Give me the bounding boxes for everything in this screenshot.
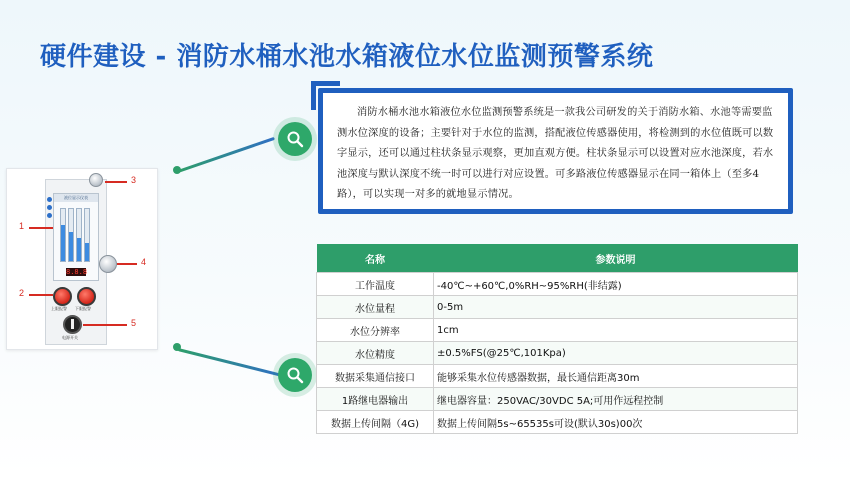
power-switch [63, 315, 82, 334]
table-row [317, 365, 798, 388]
search-icon [278, 358, 312, 392]
table-row [317, 296, 798, 319]
row-name: 水位量程 [317, 296, 434, 319]
level-bar-3 [76, 208, 82, 262]
indicator-led [47, 213, 52, 218]
table-row [317, 342, 798, 365]
indicator-led [47, 205, 52, 210]
level-bar-fill [77, 238, 81, 261]
button-label-lower: 下限报警 [75, 306, 91, 311]
level-bar-4 [84, 208, 90, 262]
callout-4: 4 [141, 257, 147, 267]
callout-arrow [117, 263, 137, 265]
connector-end-top [173, 166, 181, 174]
search-icon [278, 122, 312, 156]
row-name: 数据上传间隔（4G) [317, 411, 434, 434]
top-knob [89, 173, 103, 187]
callout-arrow [29, 227, 53, 229]
row-name: 水位精度 [317, 342, 434, 365]
button-label-upper: 上限报警 [51, 306, 67, 311]
level-bar-fill [69, 232, 73, 261]
alarm-button-lower [77, 287, 96, 306]
alarm-button-upper [53, 287, 72, 306]
row-value: ±0.5%FS(@25℃,101Kpa) [434, 342, 798, 365]
table-row [317, 388, 798, 411]
digital-readout: 8.8.8 [66, 268, 88, 276]
indicator-led [47, 197, 52, 202]
row-value: 1cm [434, 319, 798, 342]
description-box [318, 88, 793, 214]
callout-arrow [83, 324, 127, 326]
row-name: 1路继电器输出 [317, 388, 434, 411]
header-name: 名称 [317, 244, 434, 273]
row-name: 工作温度 [317, 273, 434, 296]
row-value: 数据上传间隔5s~65535s可设(默认30s)00次 [434, 411, 798, 434]
callout-5: 5 [131, 318, 137, 328]
callout-arrow [29, 294, 53, 296]
description-text: 消防水桶水池水箱液位水位监测预警系统是一款我公司研发的关于消防水箱、水池等需要监测水位深度的设备；主要针对于水位的监测，搭配液位传感器使用，将检测到的水位值既可以数字显示，还可以通过柱状条显示观察，更加直观方便。柱状条显示可以设置对应水池深度，若水池深度与默认深度不统一时可以进行对应设置。可多路液位传感器显示在同一箱体上（至多4路），可以实现一对多的就地显示情况。 [337, 107, 774, 200]
connector-end-bottom [173, 343, 181, 351]
device-photo [6, 168, 158, 350]
callout-2: 2 [19, 288, 25, 298]
callout-1: 1 [19, 221, 25, 231]
connector-line-top [178, 137, 275, 173]
row-name: 水位分辨率 [317, 319, 434, 342]
lcd-display [53, 193, 99, 281]
level-bar-fill [85, 243, 89, 261]
callout-arrow [105, 181, 127, 183]
side-knob [99, 255, 117, 273]
lcd-header: 液位显示仪表 [54, 194, 98, 202]
switch-label: 电源开关 [62, 335, 78, 340]
callout-3: 3 [131, 175, 137, 185]
row-name: 数据采集通信接口 [317, 365, 434, 388]
level-bar-1 [60, 208, 66, 262]
page-title: 硬件建设 - 消防水桶水池水箱液位水位监测预警系统 [40, 42, 654, 72]
level-bar-fill [61, 225, 65, 261]
table-header-row [317, 244, 798, 273]
spec-table [316, 244, 798, 434]
table-row [317, 319, 798, 342]
row-value: 能够采集水位传感器数据，最长通信距离30m [434, 365, 798, 388]
row-value: 继电器容量：250VAC/30VDC 5A;可用作远程控制 [434, 388, 798, 411]
level-bar-2 [68, 208, 74, 262]
header-param: 参数说明 [434, 244, 798, 273]
table-row [317, 411, 798, 434]
row-value: 0-5m [434, 296, 798, 319]
connector-line-bottom [178, 348, 282, 377]
row-value: -40℃~+60℃,0%RH~95%RH(非结露) [434, 273, 798, 296]
table-row [317, 273, 798, 296]
